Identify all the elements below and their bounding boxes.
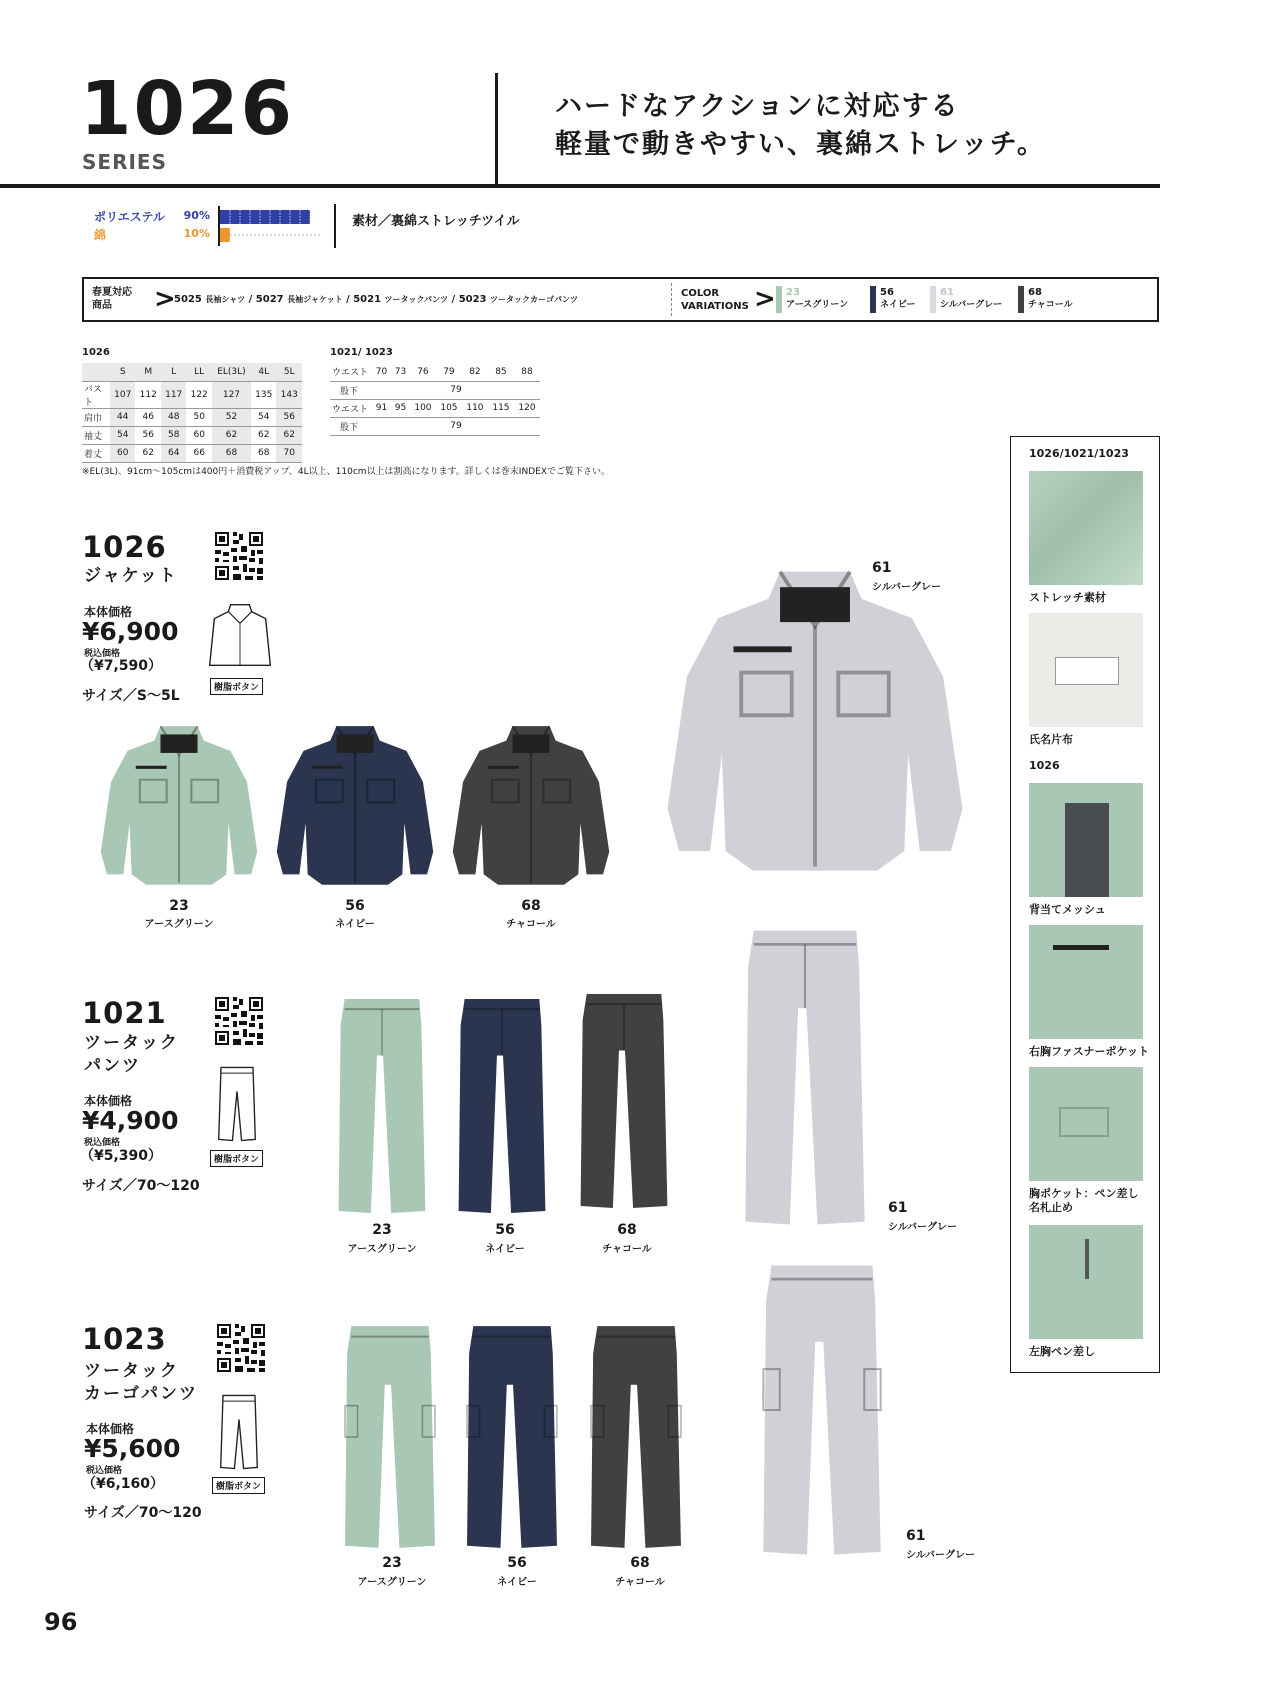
jacket-name: ジャケット [84,566,178,586]
related-item-code: 5025 [174,294,202,305]
table-row [330,417,540,435]
jacket-size-title: 1026 [82,347,110,358]
header-rule [0,184,1160,188]
cargo-price: ¥5,600 [84,1434,181,1463]
row-label: 股下 [330,417,372,435]
row-label: 袖丈 [82,426,110,444]
table-row [82,426,302,444]
qr-code-icon[interactable] [213,995,265,1047]
color-name-61: シルバーグレー [940,300,1003,310]
cargo-size-range: サイズ／70～120 [84,1505,202,1521]
info-strip [82,277,1159,322]
cell: 76 [410,363,436,381]
cell: 58 [161,426,186,444]
size-header: M [135,363,160,381]
related-item-sep: / [346,294,350,305]
catch-copy-line1: ハードなアクションに対応する [555,91,960,122]
row-label: 着丈 [82,444,110,462]
pants-price-label: 本体価格 [84,1094,133,1108]
cargo-name-2: カーゴパンツ [84,1384,198,1404]
color-name: ネイビー [497,1577,537,1588]
table-row [330,363,540,381]
table-row [330,399,540,417]
cell: 48 [161,408,186,426]
color-name: アースグリーン [144,919,214,930]
size-header: EL(3L) [212,363,251,381]
jacket-size-range: サイズ／S～5L [82,688,180,704]
pants-line-drawing-icon [212,1064,262,1144]
related-items [174,293,578,306]
cell: 66 [186,444,211,462]
pants-name-1: ツータック [84,1033,179,1053]
color-code: 68 [630,1555,650,1571]
color-code: 56 [507,1555,527,1571]
size-note: ※EL(3L)、91cm～105cmは400円＋消費税アップ、4L以上、110cm以上は割高になります。詳しくは巻末INDEXでご覧下さい。 [82,467,610,477]
color-name: シルバーグレー [906,1550,976,1561]
cell: 50 [186,408,211,426]
color-name: チャコール [615,1577,665,1588]
row-label: ウエスト [330,399,372,417]
color-code: 61 [872,560,892,576]
fiber1-percent: 90% [183,209,210,222]
color-name: シルバーグレー [872,582,942,593]
detail-panel [1010,436,1160,1373]
pants-tax-label: 税込価格 [84,1138,121,1148]
table-row [82,381,302,408]
cell: 79 [372,381,540,399]
jacket-image-23 [94,720,264,895]
cell: 105 [436,399,462,417]
jacket-price: ¥6,900 [82,617,179,646]
cell: 56 [276,408,302,426]
back-mesh-photo [1029,783,1143,897]
cell: 112 [135,381,160,408]
related-item-name: 長袖ジャケット [287,295,343,304]
detail-caption: 名札止め [1029,1201,1073,1214]
cell: 127 [212,381,251,408]
cell: 117 [161,381,186,408]
pants-image-68 [576,990,672,1212]
pants-size-range: サイズ／70～120 [82,1178,200,1194]
row-label: 肩巾 [82,408,110,426]
related-item-code: 5027 [255,294,284,305]
pants-image-56 [454,995,550,1217]
jacket-size-table [82,363,302,463]
cell: 143 [276,381,302,408]
fiber2-name: 綿 [94,228,107,242]
cargo-tax-label: 税込価格 [86,1466,123,1476]
cell: 115 [488,399,514,417]
cell: 122 [186,381,211,408]
color-name: ネイビー [485,1244,525,1255]
cell: 62 [251,426,276,444]
name-patch-photo [1029,613,1143,727]
pants-image-61 [740,925,870,1230]
cell: 46 [135,408,160,426]
chevron-right-icon: > [154,284,176,314]
color-code: 56 [345,898,365,914]
related-item-name: 長袖シャツ [205,295,246,304]
strip-divider [671,283,672,316]
color-chip-56 [870,286,876,313]
cargo-image-61 [752,1260,892,1560]
color-code: 68 [521,898,541,914]
color-name-23: アースグリーン [786,300,849,310]
cell: 54 [251,408,276,426]
cell: 62 [135,444,160,462]
color-code-68: 68 [1028,287,1042,298]
color-name: アースグリーン [347,1244,417,1255]
table-row [82,444,302,462]
cargo-image-68 [586,1322,686,1552]
jacket-tax-label: 税込価格 [84,649,121,659]
row-label: 股下 [330,381,372,399]
size-header: S [110,363,135,381]
cell: 135 [251,381,276,408]
material-label: 素材／裏綿ストレッチツイル [352,214,520,229]
cargo-name-1: ツータック [84,1361,179,1381]
table-row [330,381,540,399]
cargo-image-56 [462,1322,562,1552]
color-code: 56 [495,1222,515,1238]
fiber1-name: ポリエステル [94,210,165,224]
row-label: ウエスト [330,363,372,381]
jacket-number: 1026 [82,530,167,564]
color-name: チャコール [506,919,556,930]
fiber1-bar [220,210,310,224]
jacket-image-68 [446,720,616,895]
page-number: 96 [44,1608,78,1636]
cell: 60 [186,426,211,444]
size-header: LL [186,363,211,381]
qr-code-icon[interactable] [215,1322,267,1374]
cv-label-1: COLOR [681,288,720,299]
cell: 91 [372,399,391,417]
color-code: 23 [382,1555,402,1571]
detail-title: 1026/1021/1023 [1029,447,1129,460]
color-code: 61 [888,1200,908,1216]
cell: 60 [110,444,135,462]
series-number: 1026 [80,66,294,152]
header-divider [495,73,498,185]
cell: 64 [161,444,186,462]
cell: 52 [212,408,251,426]
detail-caption: ストレッチ素材 [1029,591,1106,604]
related-item-name: ツータックカーゴパンツ [490,295,579,304]
cargo-number: 1023 [82,1322,167,1356]
cell: 82 [462,363,488,381]
fiber-ratio-bars [218,206,324,246]
pen-slot-photo [1029,1225,1143,1339]
chest-pocket-photo [1029,1067,1143,1181]
cell: 62 [276,426,302,444]
catch-copy-line2: 軽量で動きやすい、裏綿ストレッチ。 [555,129,1046,160]
season-label-2: 商品 [92,300,112,311]
cell: 110 [462,399,488,417]
color-name: チャコール [602,1244,652,1255]
detail-caption: 左胸ペン差し [1029,1345,1095,1358]
resin-button-tag: 樹脂ボタン [210,678,263,695]
color-code: 61 [906,1528,926,1544]
color-code-23: 23 [786,287,800,298]
cargo-line-drawing-icon [214,1392,264,1472]
cell: 68 [251,444,276,462]
related-item-sep: / [248,294,253,305]
cell: 62 [212,426,251,444]
cell: 70 [276,444,302,462]
color-code-61: 61 [940,287,954,298]
cargo-tax-price: （¥6,160） [82,1476,165,1492]
related-item-code: 5023 [458,294,487,305]
cv-label-2: VARIATIONS [681,301,749,312]
color-chip-68 [1018,286,1024,313]
color-name-56: ネイビー [880,300,916,310]
cell: 85 [488,363,514,381]
cell: 70 [372,363,391,381]
color-code: 23 [372,1222,392,1238]
resin-button-tag: 樹脂ボタン [210,1150,263,1167]
size-header: 5L [276,363,302,381]
color-name: アースグリーン [357,1577,427,1588]
cell: 79 [436,363,462,381]
cell: 54 [110,426,135,444]
pants-image-23 [334,995,430,1217]
jacket-image-56 [270,720,440,895]
color-code: 68 [617,1222,637,1238]
jacket-price-label: 本体価格 [84,605,133,619]
material-divider [334,204,336,248]
season-label-1: 春夏対応 [92,287,132,298]
cell: 107 [110,381,135,408]
color-code: 23 [169,898,189,914]
series-label: SERIES [82,150,167,174]
color-code-56: 56 [880,287,894,298]
cell: 79 [372,417,540,435]
color-chip-23 [776,286,782,313]
cell: 95 [391,399,410,417]
cell: 44 [110,408,135,426]
jacket-image-61 [650,560,980,890]
stretch-fabric-photo [1029,471,1143,585]
cell: 68 [212,444,251,462]
jacket-line-drawing-icon [205,600,275,670]
fiber2-percent: 10% [183,227,210,240]
size-header: 4L [251,363,276,381]
cell: 56 [135,426,160,444]
cargo-image-23 [340,1322,440,1552]
detail-caption: 右胸ファスナーポケット [1029,1045,1150,1058]
pants-number: 1021 [82,996,167,1030]
resin-button-tag: 樹脂ボタン [212,1477,265,1494]
table-row [82,408,302,426]
color-chip-61 [930,286,936,313]
detail-caption: 背当てメッシュ [1029,903,1106,916]
chevron-right-icon: > [754,284,776,314]
size-header: L [161,363,186,381]
jacket-tax-price: （¥7,590） [80,658,163,674]
detail-caption: 氏名片布 [1029,733,1073,746]
chest-fastener-pocket-photo [1029,925,1143,1039]
cell: 100 [410,399,436,417]
detail-caption: 胸ポケット：ペン差し [1029,1187,1139,1200]
related-item-code: 5021 [353,294,382,305]
pants-size-title: 1021/ 1023 [330,347,393,358]
cell: 73 [391,363,410,381]
pants-name-2: パンツ [84,1056,141,1076]
row-label: バスト [82,381,110,408]
color-name-68: チャコール [1028,300,1073,310]
pants-tax-price: （¥5,390） [80,1148,163,1164]
cell: 120 [514,399,540,417]
qr-code-icon[interactable] [213,530,265,582]
related-item-name: ツータックパンツ [384,295,449,304]
color-name: シルバーグレー [888,1222,958,1233]
pants-size-table [330,363,540,436]
related-item-sep: / [451,294,456,305]
color-name: ネイビー [335,919,375,930]
pants-price: ¥4,900 [82,1106,179,1135]
fiber2-bar [220,228,230,242]
cargo-price-label: 本体価格 [86,1422,135,1436]
detail-title: 1026 [1029,759,1060,772]
cell: 88 [514,363,540,381]
